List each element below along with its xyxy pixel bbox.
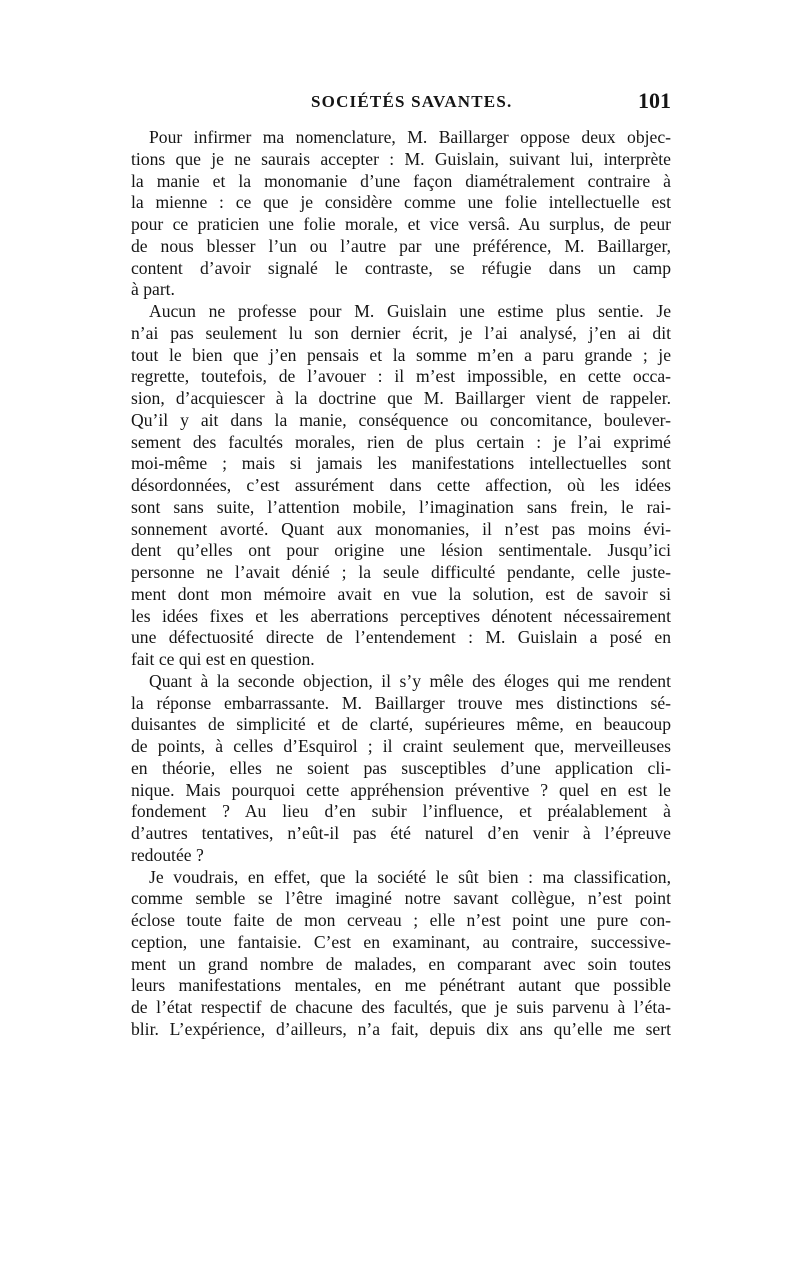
text-line: Quant à la seconde objection, il s’y mêle des éloges qui me rendent xyxy=(149,670,671,691)
text-line: blir. L’expérience, d’ailleurs, n’a fait, depuis dix ans qu’elle me sert xyxy=(131,1018,671,1039)
text-line: la mienne : ce que je considère comme une folie intellectuelle est xyxy=(131,192,671,213)
text-line: nique. Mais pourquoi cette appréhension préventive ? quel en est le xyxy=(131,779,671,800)
text-line: éclose toute faite de mon cerveau ; elle n’est point une pure con- xyxy=(131,910,671,930)
text-line: fondement ? Au lieu d’en subir l’influence, et préalablement à xyxy=(131,801,671,822)
text-line: content d’avoir signalé le contraste, se réfugie dans un camp xyxy=(131,257,671,278)
text-line: d’autres tentatives, n’eût-il pas été naturel d’en venir à l’épreuve xyxy=(131,823,671,843)
text-line: ception, une fantaisie. C’est en examinant, au contraire, successive- xyxy=(131,931,671,952)
running-title: SOCIÉTÉS SAVANTES. xyxy=(311,92,513,111)
text-line: de nous blesser l’un ou l’autre par une préférence, M. Baillarger, xyxy=(131,235,671,256)
text-line: sont sans suite, l’attention mobile, l’imagination sans frein, le rai- xyxy=(131,496,671,517)
body-text xyxy=(131,127,671,1041)
text-line: comme semble se l’être imaginé notre savant collègue, n’est point xyxy=(131,888,671,909)
text-line: duisantes de simplicité et de clarté, supérieures même, en beaucoup xyxy=(131,714,671,735)
text-line: Je voudrais, en effet, que la société le sût bien : ma classification, xyxy=(149,866,671,887)
text-line: la réponse embarrassante. M. Baillarger trouve mes distinctions sé- xyxy=(131,692,671,713)
text-line: tions que je ne saurais accepter : M. Guislain, suivant lui, interprète xyxy=(131,148,671,169)
text-line: dent qu’elles ont pour origine une lésion sentimentale. Jusqu’ici xyxy=(131,540,671,561)
text-line: désordonnées, c’est assurément dans cette affection, où les idées xyxy=(131,475,671,495)
text-line: Pour infirmer ma nomenclature, M. Baillarger oppose deux objec- xyxy=(149,127,671,147)
text-line: en théorie, elles ne soient pas susceptibles d’une application cli- xyxy=(131,757,671,778)
text-line: n’ai pas seulement lu son dernier écrit, je l’ai analysé, j’en ai dit xyxy=(131,322,671,343)
text-line: Aucun ne professe pour M. Guislain une estime plus sentie. Je xyxy=(149,301,671,321)
text-line: de points, à celles d’Esquirol ; il craint seulement que, merveilleuses xyxy=(131,736,671,756)
text-line: la manie et la monomanie d’une façon diamétralement contraire à xyxy=(131,170,671,191)
text-line: leurs manifestations mentales, en me pénétrant autant que possible xyxy=(131,975,671,996)
text-line: tout le bien que j’en pensais et la somme m’en a paru grande ; je xyxy=(131,344,671,365)
text-line: sonnement avorté. Quant aux monomanies, il n’est pas moins évi- xyxy=(131,518,671,539)
text-line: ment dont mon mémoire avait en vue la solution, est de savoir si xyxy=(131,583,671,604)
text-line: une défectuosité directe de l’entendement : M. Guislain a posé en xyxy=(131,627,671,648)
text-line: pour ce praticien une folie morale, et vice versâ. Au surplus, de peur xyxy=(131,214,671,234)
text-line: de l’état respectif de chacune des facultés, que je suis parvenu à l’éta- xyxy=(131,997,671,1017)
page-number: 101 xyxy=(638,88,671,113)
text-line: personne ne l’avait dénié ; la seule difficulté pendante, celle juste- xyxy=(131,562,671,582)
text-line: Qu’il y ait dans la manie, conséquence ou concomitance, boulever- xyxy=(131,409,671,430)
text-line: à part. xyxy=(131,279,175,300)
text-line: sement des facultés morales, rien de plus certain : je l’ai exprimé xyxy=(131,431,671,452)
text-line: redoutée ? xyxy=(131,844,204,865)
text-line: les idées fixes et les aberrations perceptives dénotent nécessairement xyxy=(131,605,671,626)
text-line: ment un grand nombre de malades, en comparant avec soin toutes xyxy=(131,953,671,974)
text-line: sion, d’acquiescer à la doctrine que M. Baillarger vient de rappeler. xyxy=(131,388,671,408)
text-line: moi-même ; mais si jamais les manifestations intellectuelles sont xyxy=(131,453,671,474)
text-line: fait ce qui est en question. xyxy=(131,649,315,669)
running-head xyxy=(131,88,671,120)
text-line: regrette, toutefois, de l’avouer : il m’est impossible, en cette occa- xyxy=(131,366,671,387)
